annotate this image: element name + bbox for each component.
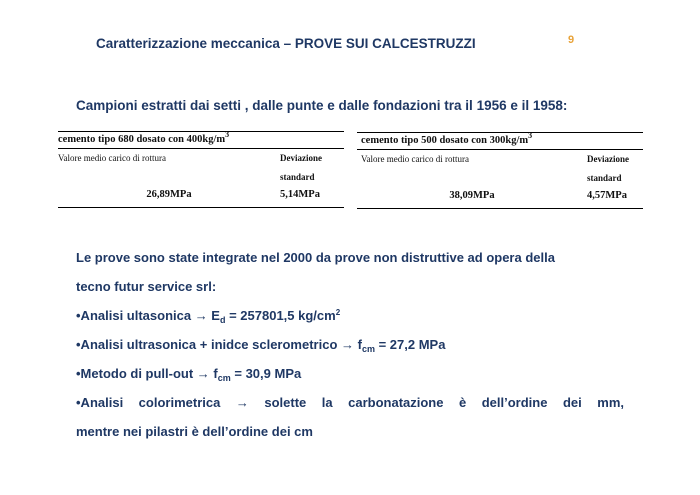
col-header-mean-load: Valore medio carico di rottura <box>58 153 166 163</box>
mean-load-value: 26,89MPa <box>58 187 280 208</box>
table-column-headers <box>58 149 344 188</box>
col-header-std-dev: Deviazione standard <box>280 153 322 182</box>
std-dev-value: 4,57MPa <box>587 188 643 209</box>
cement-table-680 <box>58 131 344 208</box>
table-header-row <box>357 133 643 150</box>
col-header-std-dev: Deviazione standard <box>587 154 629 183</box>
test-results-text <box>76 243 624 446</box>
intro-line-2: tecno futur service srl: <box>76 279 217 294</box>
table-row <box>357 188 643 209</box>
list-item-pull-out: •Metodo di pull-out → $f_{cm} = 30,9$ MPa <box>76 366 302 383</box>
list-item-sclerometric: •Analisi ultrasonica + inidce sclerometrico → $f_{cm} = 27,2$ MPa <box>76 337 446 354</box>
slide-title: Caratterizzazione meccanica – PROVE SUI CALCESTRUZZI <box>96 36 476 51</box>
std-dev-value: 5,14MPa <box>280 187 344 208</box>
slide-subtitle: Campioni estratti dai setti , dalle punte e dalle fondazioni tra il 1956 e il 1958: <box>76 98 568 113</box>
col-header-mean-load: Valore medio carico di rottura <box>361 154 469 164</box>
table-header: cemento tipo 680 dosato con $400kg/m^3$ <box>58 132 344 149</box>
cement-table-500 <box>357 132 643 209</box>
page-number: 9 <box>568 34 575 46</box>
table-header-row <box>58 132 344 149</box>
list-item-colorimetric: •Analisi colorimetrica → solette la carbonatazione è dell’ordine dei mm, <box>76 395 624 410</box>
table-header: cemento tipo 500 dosato con $300kg/m^3$ <box>357 133 643 150</box>
list-item-ultrasonic: •Analisi ultasonica → $E_d = 257801,5$ $kg/cm^2$ <box>76 308 341 325</box>
table-column-headers <box>357 150 643 189</box>
list-item-colorimetric-cont: mentre nei pilastri è dell’ordine dei cm <box>76 424 313 439</box>
table-row <box>58 187 344 208</box>
mean-load-value: 38,09MPa <box>357 188 587 209</box>
intro-line-1: Le prove sono state integrate nel 2000 da prove non distruttive ad opera della <box>76 250 555 265</box>
